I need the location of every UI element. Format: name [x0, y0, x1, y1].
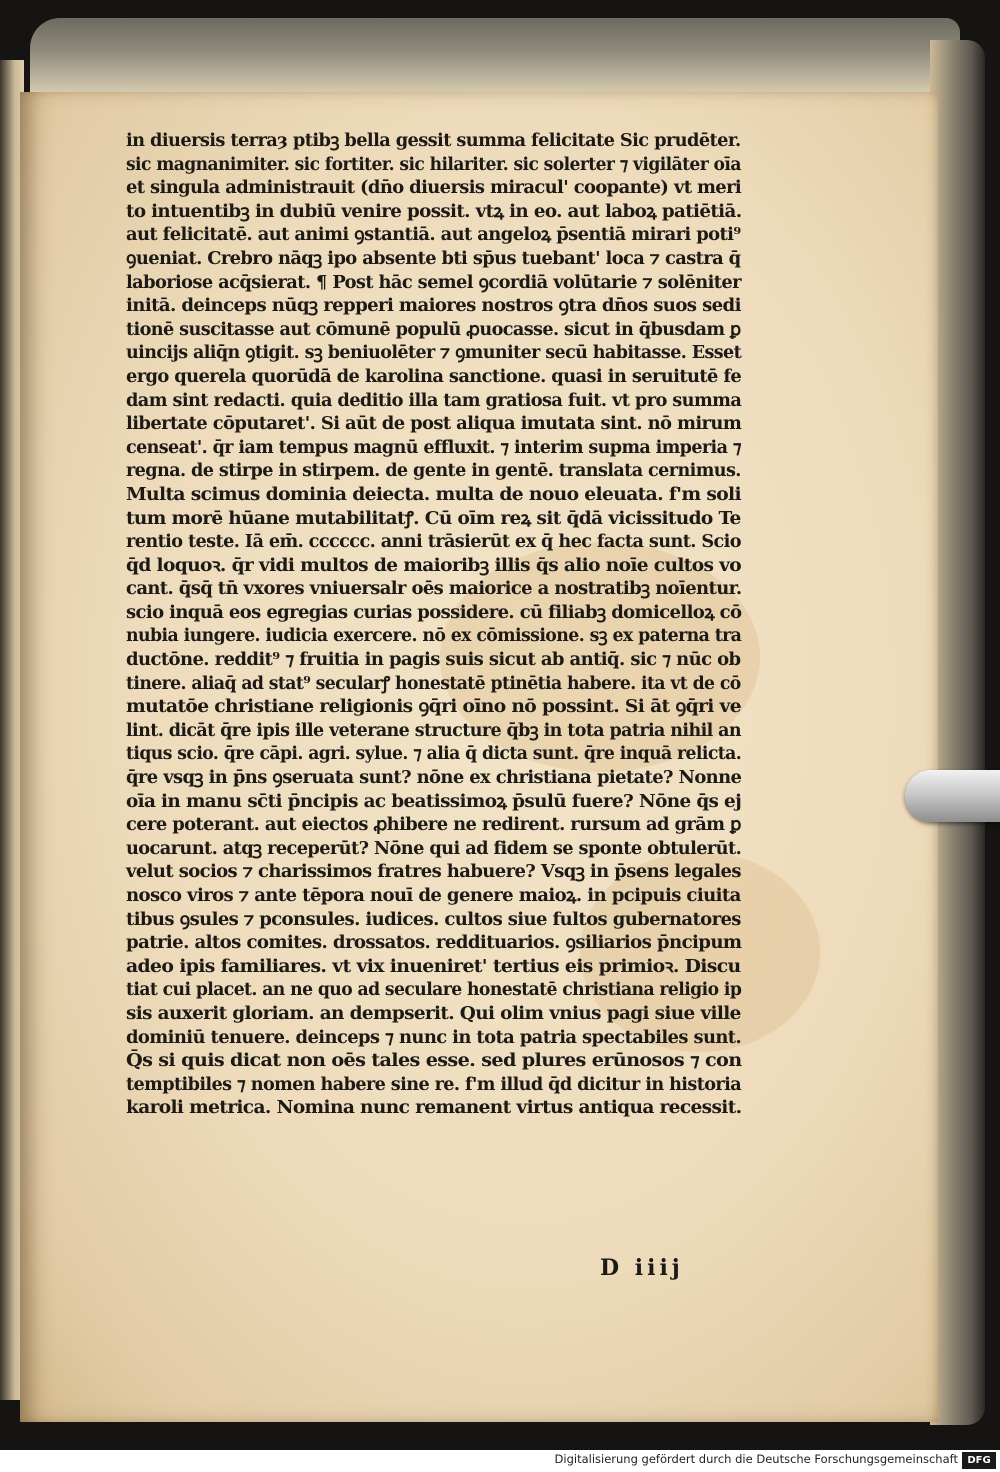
text-line: lint. dicāt q̄re ipis ille veterane structure q̄bꝫ in tota patria nihil an [126, 720, 742, 741]
text-line: tiqus scio. q̄re cāpi. agri. sylue. ⁊ alia q̄ dicta sunt. q̄re inquā relicta. [126, 744, 742, 765]
text-line: ductōne. reddit⁹ ⁊ fruitia in pagis suis sicut ab antiq̄. sic ⁊ nūc ob [126, 650, 741, 671]
text-line: ꝯueniat. Crebro nāqꝫ ipo absente bti sp̄us tuebant' loca ⁊ castra q̄ [126, 248, 741, 269]
text-line: oīa in manu sc̄ti p̄ncipis ac beatissimoꝝ p̄sulū fuere? Nōne q̄s ej [126, 791, 742, 812]
text-line: sis auxerit gloriam. an dempserit. Qui olim vnius pagi siue ville [126, 1003, 741, 1024]
text-line: dominiū tenuere. deinceps ⁊ nunc in tota patria spectabiles sunt. [126, 1027, 742, 1048]
text-line: in diuersis terraȝ ptibꝫ bella gessit summa felicitate Sic prudēter. [126, 131, 741, 151]
text-line: laboriose acq̄sierat. ¶ Post hāc semel ꝯcordiā volūtarie ⁊ solēniter [126, 272, 741, 293]
dfg-logo: DFG [962, 1452, 996, 1469]
text-line: aut felicitatē. aut animi ꝯstantiā. aut angeloꝝ p̄sentiā mirari poti⁹ [126, 225, 741, 246]
text-line: uincijs aliq̄n ꝯtigit. sꝫ beniuolēter ⁊ ꝯmuniter secū habitasse. Esset [126, 343, 742, 364]
text-line: adeo ipis familiares. vt vix inueniret' tertius eis primioꝛ. Discu [126, 956, 741, 977]
text-line: initā. deinceps nūqꝫ repperi maiores nostros ꝯtra dn̄os suos sedi [126, 296, 741, 317]
text-line: censeat'. q̄r iam tempus magnū effluxit. ⁊ interim supma imperia ⁊ [126, 437, 741, 458]
text-line: tionē suscitasse aut cōmunē populū ꝓuocasse. sicut in q̄busdam ꝑ [126, 319, 741, 340]
text-line: velut socios ⁊ charissimos fratres habuere? Vsqꝫ in p̄sens legales [126, 862, 741, 883]
text-line: Multa scimus dominia deiecta. multa de nouo eleuata. f'm soli [126, 484, 741, 505]
text-line: temptibiles ⁊ nomen habere sine re. f'm illud q̄d dicitur in historia [126, 1074, 742, 1095]
text-line: regna. de stirpe in stirpem. de gente in gentē. translata cernimus. [126, 461, 741, 482]
text-line: q̄d loquoꝛ. q̄r vidi multos de maioribꝫ illis q̄s alio noīe cultos vo [126, 555, 742, 576]
text-block [126, 130, 741, 1121]
text-line: nubia iungere. iudicia exercere. nō ex cōmissione. sꝫ ex paterna tra [126, 626, 742, 647]
text-line: nosco viros ⁊ ante tēpora nouī de genere maioꝝ. in pcipuis ciuita [126, 886, 741, 906]
text-line: to intuentibꝫ in dubiū venire possit. vtꝝ in eo. aut laboꝝ patiētiā. [126, 201, 742, 222]
text-line: cant. q̄sq̄ tn̄ vxores vniuersalr oēs maiorice a nostratibꝫ noīentur. [126, 579, 742, 600]
text-line: et singula administrauit (dn̄o diuersis miracul' coopante) vt meri [126, 178, 742, 199]
text-line: dam sint redacti. quia deditio illa tam gratiosa fuit. vt pro summa [126, 390, 742, 411]
footer-credit: Digitalisierung gefördert durch die Deutsche Forschungsgemeinschaft [554, 1452, 958, 1466]
book-fore-edge [930, 40, 985, 1425]
text-line: ergo querela quorūdā de karolina sanctione. quasi in seruitutē fe [126, 366, 742, 387]
footer-bar [0, 1450, 1000, 1472]
text-line: libertate cōputaret'. Si aūt de post aliqua imutata sint. nō mirum [126, 414, 742, 435]
signature-mark: D iiij [600, 1255, 684, 1281]
text-line: cere poterant. aut eiectos ꝓhibere ne redirent. rursum ad grām ꝑ [126, 815, 741, 836]
text-line: sic magnanimiter. sic fortiter. sic hilariter. sic solerter ⁊ vigilāter oīa [126, 154, 741, 175]
text-line: tiat cui placet. an ne quo ad seculare honestatē christiana religio ip [126, 980, 742, 1001]
text-line: patrie. altos comites. drossatos. reddituarios. ꝯsiliarios p̄ncipum [126, 933, 742, 954]
text-line: Q̄s si quis dicat non oēs tales esse. sed plures erūnosos ⁊ con [126, 1051, 742, 1072]
text-line: rentio teste. Iā em̄. cccccc. anni trāsierūt ex q̄ hec facta sunt. Scio [126, 532, 741, 553]
text-line: mutatōe christiane religionis ꝯq̄ri oīno nō possint. Si āt ꝯq̄ri ve [126, 697, 741, 718]
text-line: tibus ꝯsules ⁊ pconsules. iudices. cultos siue fultos gubernatores [126, 909, 741, 930]
text-line: scio inquā eos egregias curias possidere. cū filiabꝫ domicelloꝝ cō [126, 602, 742, 623]
text-line: tum morē hūane mutabilitatꝭ. Cū oīm reꝝ sit q̄dā vicissitudo Te [126, 508, 741, 529]
text-line: tinere. aliaq̄ ad stat⁹ secularꝭ honestatē ptinētia habere. ita vt de cō [126, 673, 741, 694]
text-line: q̄re vsqꝫ in p̄ns ꝯseruata sunt? nōne ex christiana pietate? Nonne [126, 768, 742, 789]
page-clip [905, 770, 1000, 822]
text-line: karoli metrica. Nomina nunc remanent virtus antiqua recessit. [126, 1098, 742, 1119]
text-line: uocarunt. atqꝫ receperūt? Nōne qui ad fidem se sponte obtulerūt. [126, 838, 742, 859]
